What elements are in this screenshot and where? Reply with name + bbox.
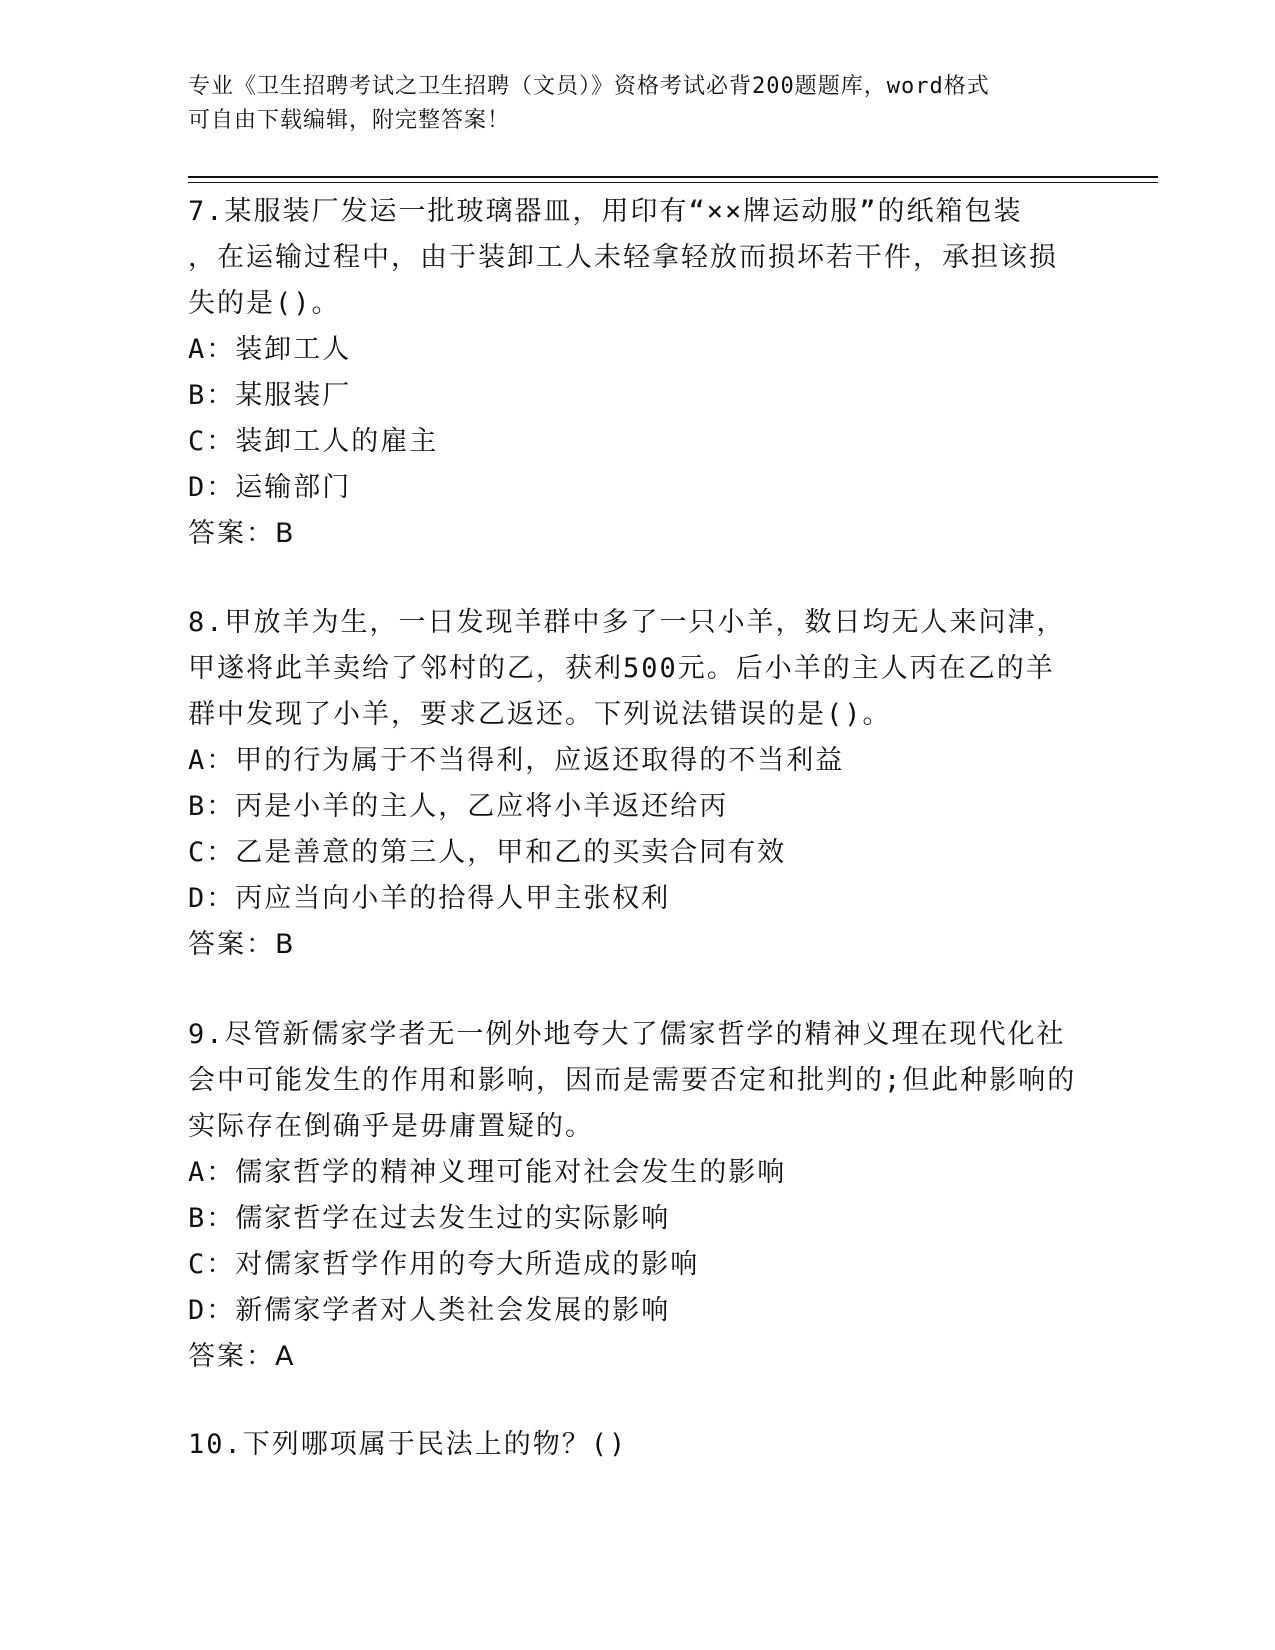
header-rule-thin [188, 182, 1158, 183]
option-c: C：装卸工人的雇主 [188, 426, 439, 457]
option-c: C：乙是善意的第三人，甲和乙的买卖合同有效 [188, 837, 787, 868]
option-b: B：丙是小羊的主人，乙应将小羊返还给丙 [188, 791, 729, 822]
option-c: C：对儒家哲学作用的夸大所造成的影响 [188, 1249, 700, 1280]
question-text-line: 甲遂将此羊卖给了邻村的乙，获利500元。后小羊的主人丙在乙的羊 [188, 653, 1055, 684]
option-d: D：丙应当向小羊的拾得人甲主张权利 [188, 883, 671, 914]
question-text-line: 实际存在倒确乎是毋庸置疑的。 [188, 1111, 594, 1142]
question-9 [188, 1012, 1088, 1380]
question-text-line: 9.尽管新儒家学者无一例外地夸大了儒家哲学的精神义理在现代化社 [188, 1019, 1066, 1050]
answer-label: 答案：B [188, 518, 296, 549]
answer-label: 答案：B [188, 929, 296, 960]
option-b: B：儒家哲学在过去发生过的实际影响 [188, 1203, 671, 1234]
question-text-line: 会中可能发生的作用和影响，因而是需要否定和批判的;但此种影响的 [188, 1065, 1077, 1096]
document-header [188, 70, 1088, 138]
question-10 [188, 1422, 1088, 1468]
option-b: B：某服装厂 [188, 380, 352, 411]
question-text-line: 7.某服装厂发运一批玻璃器皿，用印有“××牌运动服”的纸箱包装 [188, 196, 1023, 227]
question-text-line: 10.下列哪项属于民法上的物？() [188, 1429, 628, 1460]
question-text-line: 8.甲放羊为生，一日发现羊群中多了一只小羊，数日均无人来问津， [188, 607, 1066, 638]
header-line-1: 专业《卫生招聘考试之卫生招聘（文员）》资格考试必背200题题库，word格式 [188, 74, 990, 99]
option-a: A：装卸工人 [188, 334, 352, 365]
option-d: D：新儒家学者对人类社会发展的影响 [188, 1295, 671, 1326]
answer-label: 答案：A [188, 1341, 296, 1372]
question-text-line: 群中发现了小羊，要求乙返还。下列说法错误的是()。 [188, 699, 892, 730]
question-8 [188, 600, 1088, 968]
option-a: A：儒家哲学的精神义理可能对社会发生的影响 [188, 1157, 787, 1188]
header-rule-thick [188, 176, 1158, 178]
option-d: D：运输部门 [188, 472, 352, 503]
header-line-2: 可自由下载编辑，附完整答案！ [188, 108, 511, 133]
question-text-line: 失的是()。 [188, 288, 341, 319]
option-a: A：甲的行为属于不当得利，应返还取得的不当利益 [188, 745, 845, 776]
question-text-line: ，在运输过程中，由于装卸工人未轻拿轻放而损坏若干件，承担该损 [188, 242, 1058, 273]
question-7 [188, 189, 1088, 557]
